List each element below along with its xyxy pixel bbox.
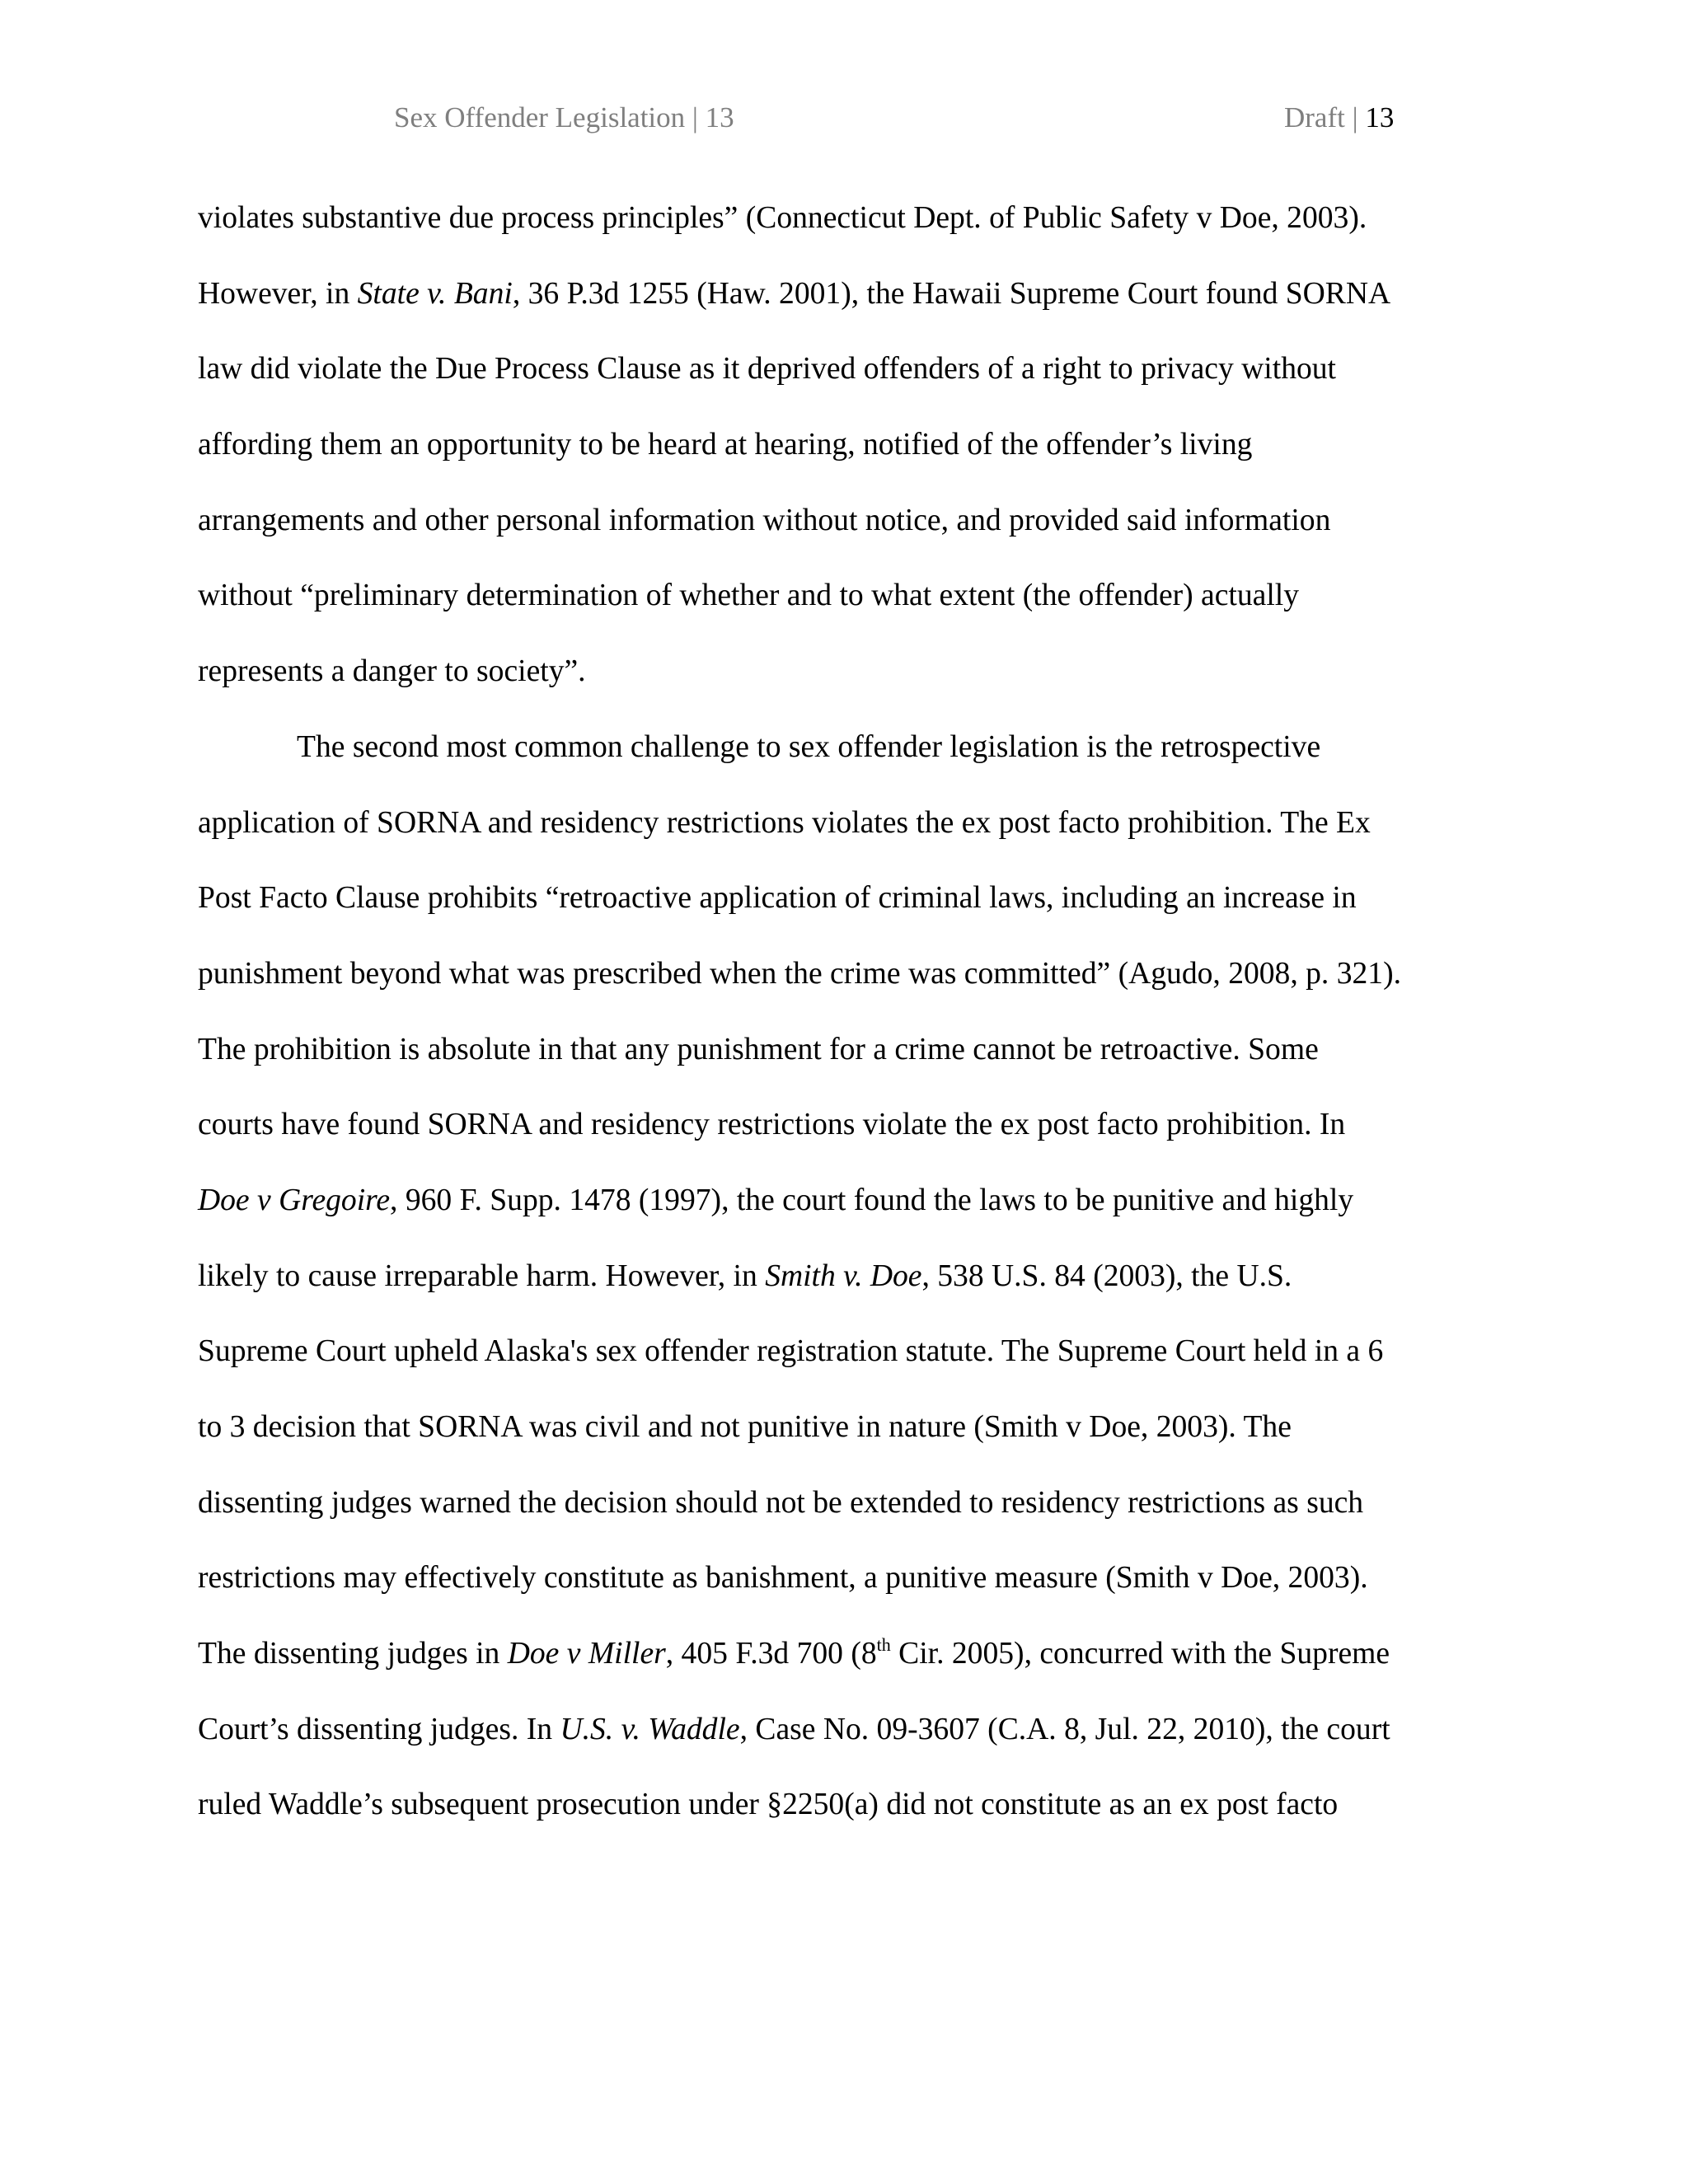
case-citation: U.S. v. Waddle — [560, 1712, 740, 1746]
text-line: punishment beyond what was prescribed when the crime was committed” (Agudo, 2008, p. 321). — [198, 956, 1401, 991]
text-line: Post Facto Clause prohibits “retroactive application of criminal laws, including an increase in — [198, 881, 1357, 916]
text-line: The dissenting judges in Doe v Miller, 405 F.3d 700 (8th Cir. 2005), concurred with the Supreme — [198, 1634, 1390, 1671]
text-line: violates substantive due process principles” (Connecticut Dept. of Public Safety v Doe, 2003). — [198, 201, 1367, 235]
draft-page-label — [1284, 97, 1394, 138]
text-line: However, in State v. Bani, 36 P.3d 1255 (Haw. 2001), the Hawaii Supreme Court found SORNA — [198, 276, 1391, 311]
case-citation: Smith v. Doe — [765, 1258, 922, 1293]
case-citation: Doe v Miller — [507, 1637, 666, 1671]
case-citation: State v. Bani — [357, 276, 513, 311]
text-line: The prohibition is absolute in that any punishment for a crime cannot be retroactive. Some — [198, 1032, 1319, 1066]
body-text — [198, 195, 1492, 1858]
text-line: without “preliminary determination of whether and to what extent (the offender) actually — [198, 579, 1299, 613]
text-line: to 3 decision that SORNA was civil and not punitive in nature (Smith v Doe, 2003). The — [198, 1410, 1292, 1444]
text-line: application of SORNA and residency restrictions violates the ex post facto prohibition. The Ex — [198, 805, 1371, 840]
header-separator: | — [1344, 101, 1366, 134]
text-line: arrangements and other personal information without notice, and provided said information — [198, 503, 1331, 537]
ordinal-superscript: th — [876, 1634, 891, 1656]
text-line: law did violate the Due Process Clause as it deprived offenders of a right to privacy without — [198, 352, 1336, 387]
page-header — [0, 97, 1688, 138]
text-line: likely to cause irreparable harm. However, in Smith v. Doe, 538 U.S. 84 (2003), the U.S. — [198, 1258, 1292, 1293]
draft-label: Draft — [1284, 101, 1345, 134]
text-line: ruled Waddle’s subsequent prosecution under §2250(a) did not constitute as an ex post facto — [198, 1788, 1339, 1822]
text-line: restrictions may effectively constitute as banishment, a punitive measure (Smith v Doe, 2003). — [198, 1561, 1368, 1596]
running-head: Sex Offender Legislation | 13 — [394, 101, 734, 134]
text-line: dissenting judges warned the decision should not be extended to residency restrictions as such — [198, 1485, 1364, 1520]
text-line: affording them an opportunity to be heard at hearing, notified of the offender’s living — [198, 428, 1253, 462]
text-line: Supreme Court upheld Alaska's sex offender registration statute. The Supreme Court held in a 6 — [198, 1334, 1384, 1369]
page-number: 13 — [1365, 101, 1395, 134]
text-line: courts have found SORNA and residency restrictions violate the ex post facto prohibition. In — [198, 1108, 1346, 1142]
paragraph-start-line: The second most common challenge to sex offender legislation is the retrospective — [297, 729, 1321, 764]
text-line: represents a danger to society”. — [198, 654, 586, 689]
text-line: Court’s dissenting judges. In U.S. v. Waddle, Case No. 09-3607 (C.A. 8, Jul. 22, 2010), the court — [198, 1712, 1390, 1746]
case-citation: Doe v Gregoire — [198, 1183, 391, 1217]
text-line: Doe v Gregoire, 960 F. Supp. 1478 (1997), the court found the laws to be punitive and highly — [198, 1183, 1354, 1217]
